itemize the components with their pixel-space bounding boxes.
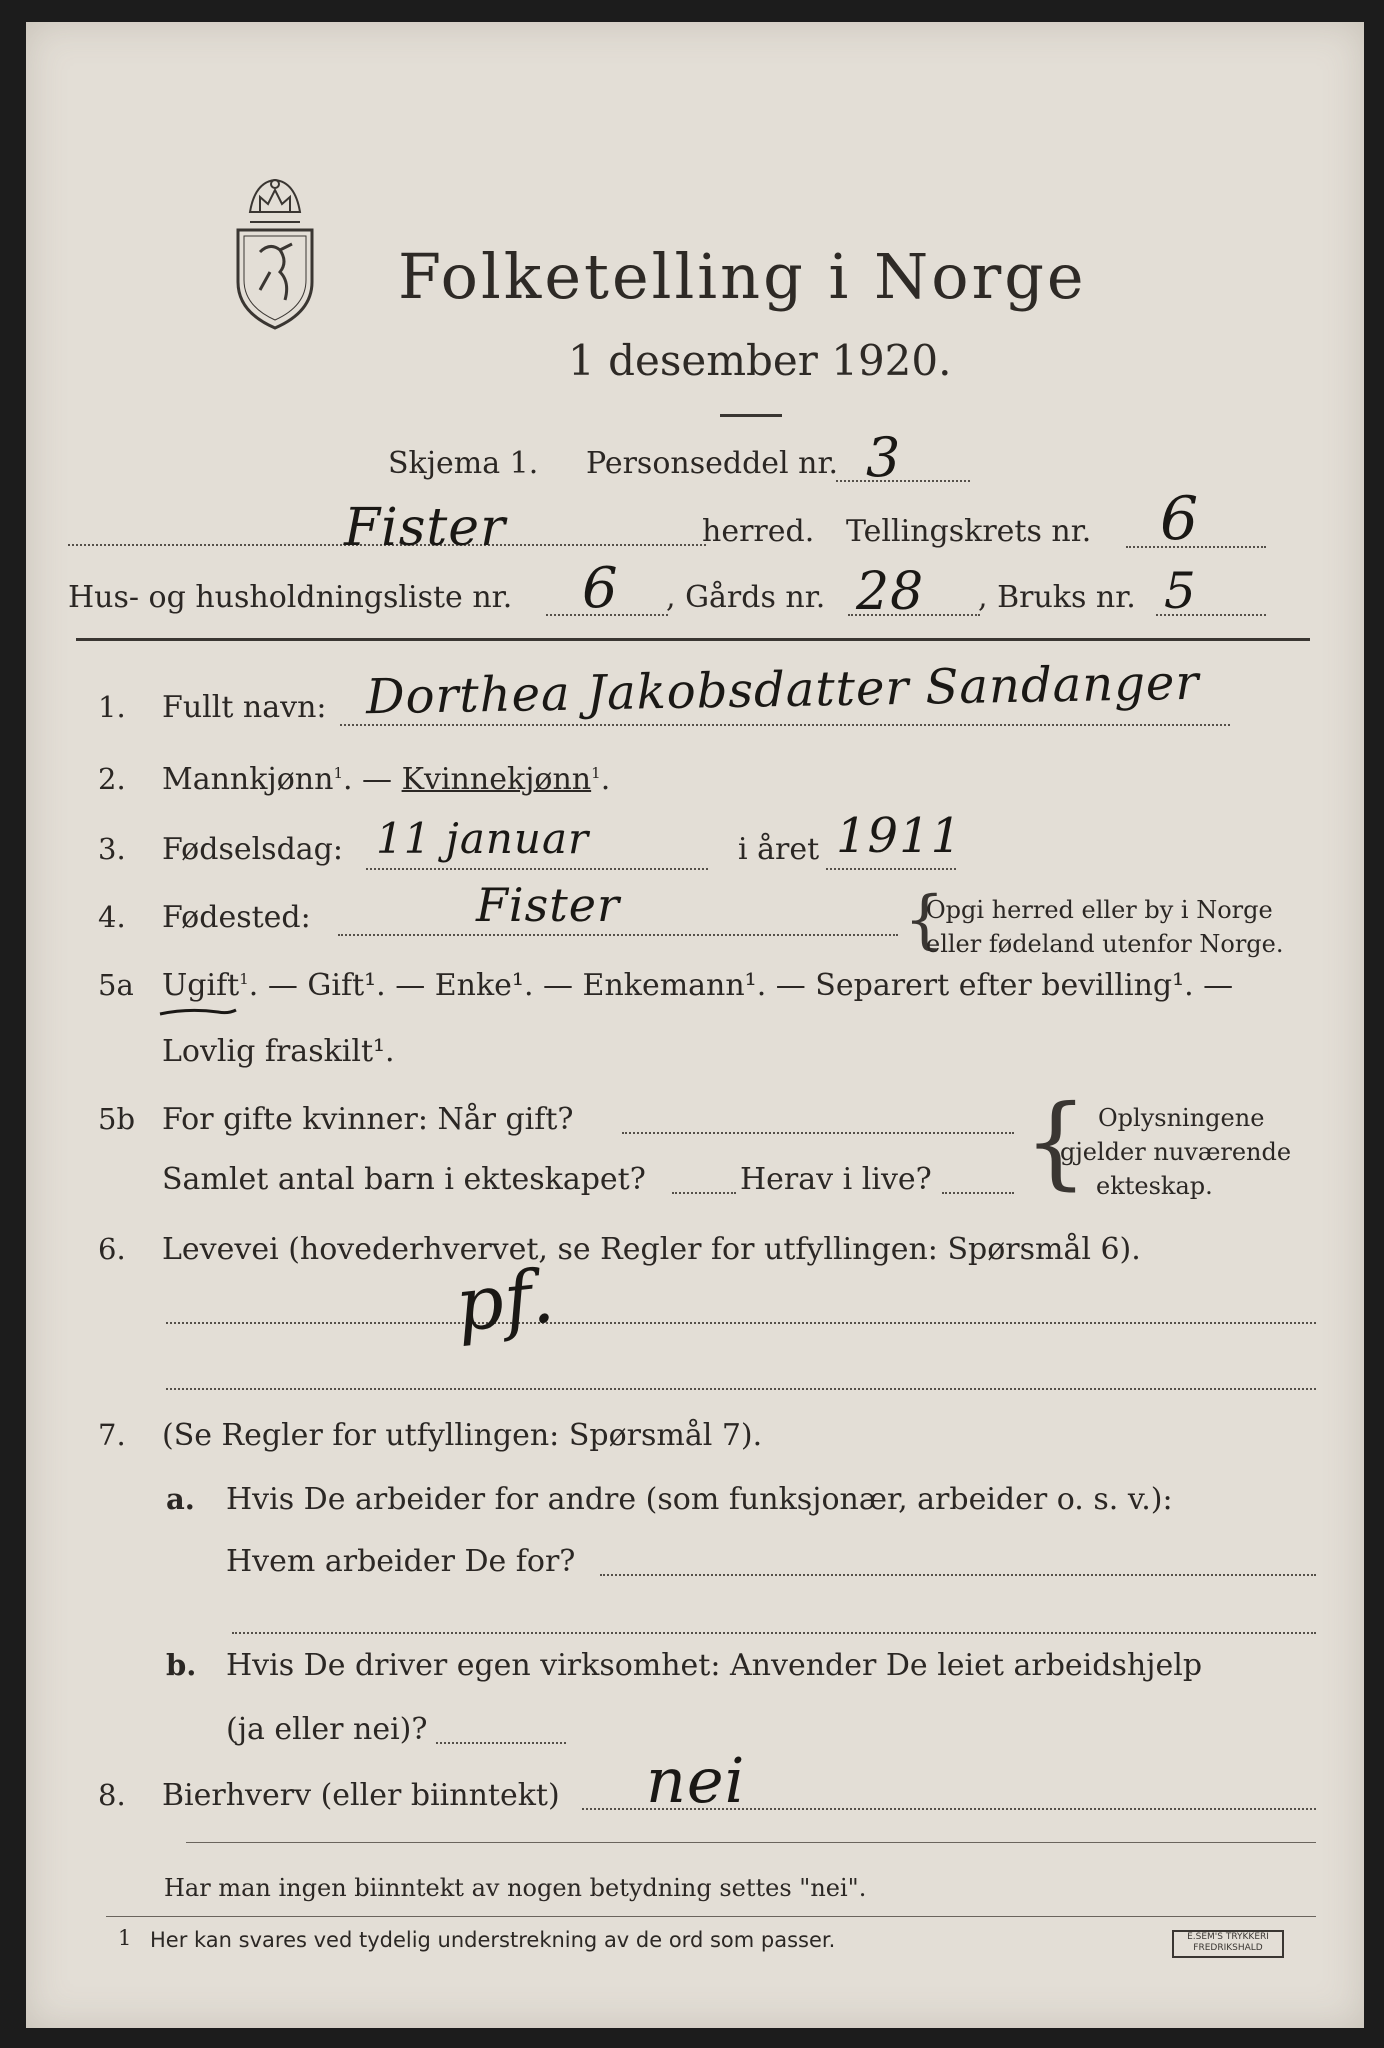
hus-value[interactable]: 6 (582, 556, 619, 621)
option-mannkjonn[interactable]: Mannkjønn (162, 762, 334, 797)
q5b-note3: ekteskap. (1096, 1172, 1213, 1200)
footnote-rule (106, 1916, 1316, 1917)
form-title: Folketelling i Norge (398, 240, 1087, 313)
q5b-note2: gjelder nuværende (1060, 1138, 1292, 1166)
q6-label: Levevei (hovederhvervet, se Regler for utfyllingen: Spørsmål 6). (162, 1232, 1141, 1267)
footnote-text: Her kan svares ved tydelig understrekning av de ord som passer. (150, 1928, 836, 1952)
q7b-line1: Hvis De driver egen virksomhet: Anvender De leiet arbeidshjelp (226, 1648, 1203, 1683)
q6-line1 (166, 1322, 1316, 1324)
skjema-label: Skjema 1. (388, 446, 539, 481)
q3-label: Fødselsdag: (162, 832, 343, 867)
q5a-line2: Lovlig fraskilt¹. (162, 1034, 395, 1069)
q4-note-line1: Opgi herred eller by i Norge (926, 896, 1273, 924)
tellingskrets-label: Tellingskrets nr. (846, 514, 1092, 549)
q3-year-label: i året (738, 832, 820, 867)
q5b-children-line (672, 1192, 736, 1194)
section-divider (76, 638, 1310, 641)
q4-note-brace: { (904, 883, 945, 957)
q4-line (338, 934, 898, 936)
q2-options: Mannkjønn$^1$. — Kvinnekjønn$^1$. (162, 762, 611, 797)
q7b-line (436, 1742, 566, 1744)
q5b-line1: For gifte kvinner: Når gift? (162, 1102, 574, 1137)
q7b-letter: b. (166, 1648, 197, 1682)
q1-number: 1. (98, 690, 126, 724)
footnote-mark: 1 (118, 1926, 132, 1950)
q7a-line2: Hvem arbeider De for? (226, 1544, 576, 1579)
q7b-line2: (ja eller nei)? (226, 1712, 428, 1747)
q1-label: Fullt navn: (162, 690, 327, 725)
q3-year-line (826, 868, 956, 870)
norway-coat-of-arms-icon (230, 172, 320, 332)
personseddel-line (836, 480, 970, 482)
q5b-note1: Oplysningene (1098, 1104, 1265, 1132)
q7-label: (Se Regler for utfyllingen: Spørsmål 7). (162, 1418, 763, 1453)
herred-label: herred. (702, 514, 815, 549)
gards-value[interactable]: 28 (856, 562, 925, 622)
header-divider (720, 414, 782, 417)
q5b-number: 5b (98, 1102, 136, 1136)
q2-number: 2. (98, 762, 126, 796)
q4-note-line2: eller fødeland utenfor Norge. (926, 930, 1284, 958)
birthplace-value[interactable]: Fister (476, 878, 620, 932)
full-name-value[interactable]: Dorthea Jakobsdatter Sandanger (365, 654, 1200, 726)
occupation-value[interactable]: pf. (451, 1253, 559, 1349)
q8-label: Bierhverv (eller biinntekt) (162, 1778, 560, 1813)
q5b-note-brace: { (1024, 1083, 1088, 1200)
q4-number: 4. (98, 900, 126, 934)
q6-line2 (166, 1388, 1316, 1390)
personseddel-value[interactable]: 3 (866, 426, 902, 489)
q5b-alive-label: Herav i live? (740, 1162, 932, 1197)
q7a-line1: Hvis De arbeider for andre (som funksjonær, arbeider o. s. v.): (226, 1482, 1173, 1517)
q5b-when-line (622, 1132, 1014, 1134)
q5a-options: Ugift$^1$. — Gift¹. — Enke¹. — Enkemann¹. — Separert efter bevilling¹. — (162, 968, 1234, 1003)
ugift-underline (158, 1006, 238, 1020)
q3-number: 3. (98, 832, 126, 866)
birthdate-value[interactable]: 11 januar (376, 814, 590, 863)
bottom-note: Har man ingen biinntekt av nogen betydning settes "nei". (164, 1874, 867, 1902)
q7a-employer-line (600, 1574, 1316, 1576)
gards-label: , Gårds nr. (666, 580, 826, 615)
bruks-value[interactable]: 5 (1164, 562, 1197, 620)
q5b-children-label: Samlet antal barn i ekteskapet? (162, 1162, 646, 1197)
q1-line (340, 724, 1230, 726)
birthyear-value[interactable]: 1911 (836, 808, 963, 864)
q8-number: 8. (98, 1778, 126, 1812)
form-date: 1 desember 1920. (568, 336, 952, 385)
q5b-alive-line (942, 1192, 1014, 1194)
option-ugift[interactable]: Ugift (162, 968, 240, 1003)
hus-label: Hus- og husholdningsliste nr. (68, 580, 513, 615)
q7-number: 7. (98, 1418, 126, 1452)
q7a-extra-line (232, 1632, 1316, 1634)
q3-date-line (366, 868, 708, 870)
side-income-value[interactable]: nei (646, 1744, 746, 1817)
printer-stamp: E.SEM'S TRYKKERI FREDRIKSHALD (1172, 1930, 1284, 1958)
q5a-number: 5a (98, 968, 134, 1002)
option-kvinnekjonn[interactable]: Kvinnekjønn (401, 762, 592, 797)
q4-label: Fødested: (162, 900, 311, 935)
bruks-label: , Bruks nr. (978, 580, 1136, 615)
q7a-letter: a. (166, 1482, 195, 1516)
herred-value[interactable]: Fister (344, 498, 506, 558)
tellingskrets-value[interactable]: 6 (1160, 484, 1200, 554)
bottom-rule (186, 1842, 1316, 1843)
personseddel-label: Personseddel nr. (586, 446, 839, 481)
census-form (26, 22, 1364, 2028)
q6-number: 6. (98, 1232, 126, 1266)
